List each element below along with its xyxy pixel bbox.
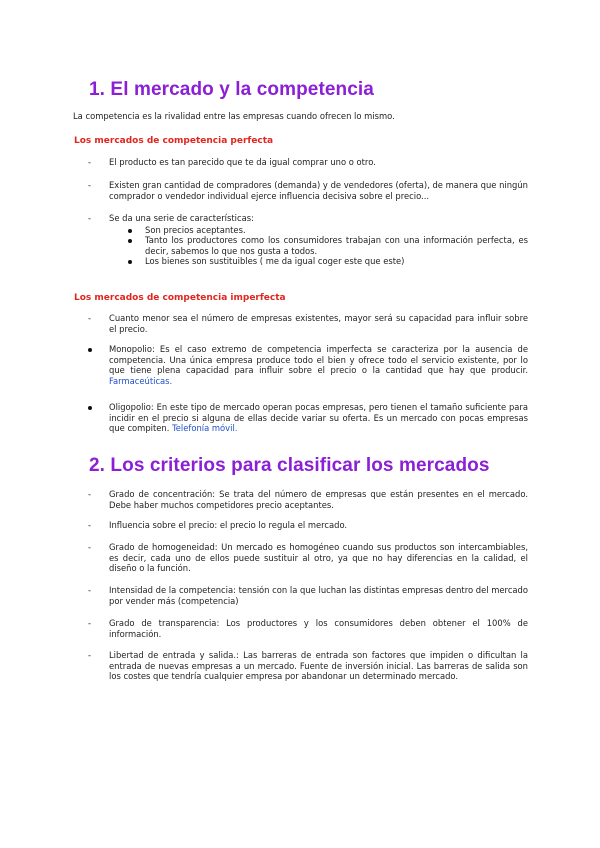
sub-list-item-text: Tanto los productores como los consumidores trabajan con una información perfecta, es decir, sabemos lo que nos gusta a todos. bbox=[145, 235, 528, 256]
dash-marker: - bbox=[88, 313, 92, 323]
list-item bbox=[88, 489, 528, 510]
list-item bbox=[88, 650, 528, 682]
bullet-dot-icon bbox=[128, 260, 132, 264]
dash-marker: - bbox=[88, 585, 92, 595]
list-item bbox=[88, 542, 528, 574]
dash-marker: - bbox=[88, 489, 92, 499]
list-item-text bbox=[109, 344, 528, 386]
bullet-marker bbox=[88, 344, 102, 355]
bullet-dot-icon bbox=[88, 348, 92, 352]
perfect-competition-heading: Los mercados de competencia perfecta bbox=[74, 136, 274, 146]
dash-marker: - bbox=[88, 618, 92, 628]
list-item-text: Intensidad de la competencia: tensión con la que luchan las distintas empresas dentro del mercado por vender más (competencia) bbox=[109, 585, 528, 606]
section1-intro: La competencia es la rivalidad entre las empresas cuando ofrecen lo mismo. bbox=[73, 111, 395, 121]
sub-list-item-text: Los bienes son sustituibles ( me da igual coger este que este) bbox=[145, 256, 405, 267]
list-item bbox=[88, 313, 528, 334]
list-item-text: Se da una serie de características: bbox=[109, 213, 254, 223]
bullet-dot-icon bbox=[128, 229, 132, 233]
bullet-dot-icon bbox=[88, 406, 92, 410]
dash-marker: - bbox=[88, 180, 92, 190]
monopolio-link[interactable]: Farmaceúticas. bbox=[109, 375, 173, 386]
dash-marker: - bbox=[88, 520, 92, 530]
list-item bbox=[88, 157, 528, 168]
dash-marker: - bbox=[88, 157, 92, 167]
list-item bbox=[88, 618, 528, 639]
list-item bbox=[88, 585, 528, 606]
list-item-text: Grado de homogeneidad: Un mercado es homogéneo cuando sus productos son intercambiables, es decir, cada uno de ellos puede sustituir al otro, ya que no hay diferencias en la calidad, el diseño o la función. bbox=[109, 542, 528, 574]
list-item bbox=[88, 520, 528, 531]
list-item-text: Grado de concentración: Se trata del número de empresas que están presentes en el mercado. Debe haber muchos competidores precio aceptantes. bbox=[109, 489, 528, 510]
list-item-text: Grado de transparencia: Los productores y los consumidores deben obtener el 100% de información. bbox=[109, 618, 528, 639]
list-item-text: Existen gran cantidad de compradores (demanda) y de vendedores (oferta), de manera que ningún comprador o vendedor individual ejerce influencia decisiva sobre el precio... bbox=[109, 180, 528, 201]
section2-title: 2. Los criterios para clasificar los mercados bbox=[89, 455, 490, 476]
list-item bbox=[88, 213, 528, 267]
list-item bbox=[88, 344, 528, 386]
list-item-text: El producto es tan parecido que te da igual comprar uno o otro. bbox=[109, 157, 376, 167]
list-item-text: Libertad de entrada y salida.: Las barreras de entrada son factores que impiden o dificultan la entrada de nuevas empresas a un mercado. Fuente de inversión inicial. Las barreras de salida son los costes que tendría cualquier empresa por abandonar un determinado mercado. bbox=[109, 650, 528, 682]
list-item-text: Influencia sobre el precio: el precio lo regula el mercado. bbox=[109, 520, 348, 530]
list-item-text: Cuanto menor sea el número de empresas existentes, mayor será su capacidad para influir sobre el precio. bbox=[109, 313, 528, 334]
section1-title: 1. El mercado y la competencia bbox=[89, 79, 374, 100]
monopolio-text: Monopolio: Es el caso extremo de competencia imperfecta se caracteriza por la ausencia de competencia. Una única empresa produce todo el bien y ofrece todo el servicio existente, por lo que tiene plena capacidad para influir sobre el precio o la cantidad que hay que producir. bbox=[109, 344, 528, 376]
oligopolio-link[interactable]: Telefonía móvil. bbox=[172, 423, 238, 434]
sub-list-item bbox=[128, 235, 528, 256]
sub-list-item bbox=[128, 256, 528, 267]
dash-marker: - bbox=[88, 213, 92, 223]
dash-marker: - bbox=[88, 542, 92, 552]
list-item-text bbox=[109, 402, 528, 434]
oligopolio-text: Oligopolio: En este tipo de mercado operan pocas empresas, pero tienen el tamaño suficiente para incidir en el precio si alguna de ellas decide variar su oferta. Es un mercado con pocas empresas que compiten. bbox=[109, 402, 528, 434]
bullet-marker bbox=[88, 402, 102, 413]
sub-list-item bbox=[128, 225, 528, 236]
imperfect-competition-heading: Los mercados de competencia imperfecta bbox=[74, 293, 286, 303]
dash-marker: - bbox=[88, 650, 92, 660]
list-item bbox=[88, 180, 528, 201]
list-item bbox=[88, 402, 528, 434]
sub-list-item-text: Son precios aceptantes. bbox=[145, 224, 246, 235]
bullet-dot-icon bbox=[128, 239, 132, 243]
